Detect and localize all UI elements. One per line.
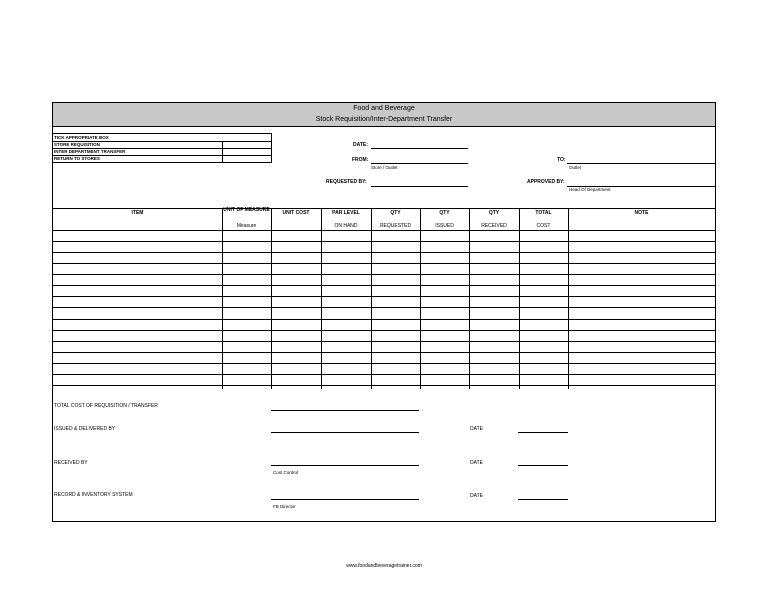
table-row-line — [53, 363, 715, 364]
table-row-line — [53, 341, 715, 342]
table-row-line — [53, 296, 715, 297]
form-title: Food and Beverage — [353, 105, 415, 112]
table-row-line — [53, 319, 715, 320]
items-table — [53, 208, 715, 389]
issued-date-field[interactable] — [518, 432, 568, 433]
col-qty-requested: QTY — [390, 210, 401, 216]
issued-delivered-field[interactable] — [271, 432, 419, 433]
col-total-cost: TOTAL — [535, 210, 552, 216]
form-subtitle: Stock Requisition/Inter-Department Transfer — [315, 116, 453, 123]
table-row-line — [53, 385, 715, 386]
option-inter-department-transfer: INTER DEPARTMENT TRANSFER — [54, 149, 126, 154]
to-label: TO: — [557, 157, 566, 163]
col-par-level: PAR LEVEL — [332, 210, 360, 216]
col-unit-cost: UNIT COST — [282, 210, 310, 216]
option-store-requisition: STORE REQUISITION — [54, 142, 100, 147]
col-qty-issued: QTY — [439, 210, 450, 216]
received-by-label: RECEIVED BY — [54, 460, 88, 466]
table-row-line — [53, 263, 715, 264]
tick-box-title: TICK APPROPRIATE BOX — [54, 135, 109, 140]
table-row-line — [53, 374, 715, 375]
from-label: FROM: — [352, 157, 369, 163]
received-date-label: DATE — [470, 460, 483, 466]
cost-control-label: Cost Control — [273, 470, 299, 475]
table-row-line — [53, 352, 715, 353]
from-field[interactable] — [371, 163, 468, 164]
date-field[interactable] — [371, 148, 468, 149]
from-sublabel: Store / Outlet — [371, 165, 398, 170]
checkbox-return-to-stores[interactable] — [223, 155, 271, 163]
col-par-level-sub: ON HAND — [334, 223, 358, 229]
col-note: NOTE — [634, 210, 649, 216]
col-qty-received: QTY — [488, 210, 500, 216]
table-row-line — [53, 285, 715, 286]
table-row-line — [53, 252, 715, 253]
to-field[interactable] — [567, 163, 715, 164]
tick-box-table — [53, 133, 272, 163]
approved-by-sublabel: Head Of Department — [569, 187, 611, 192]
col-qty-received-sub: RECEIVED — [481, 223, 507, 229]
table-row-line — [53, 230, 715, 231]
col-qty-requested-sub: REQUESTED — [379, 223, 412, 229]
col-qty-issued-sub: ISSUED — [435, 223, 454, 229]
col-unit-of-measure: UNIT OF MEASURE — [223, 207, 270, 213]
checkbox-inter-department-transfer[interactable] — [223, 148, 271, 155]
record-inventory-label: RECORD & INVENTORY SYSTEM — [54, 492, 133, 498]
col-unit-of-measure-sub: Measure — [236, 223, 257, 229]
form-header — [53, 103, 715, 127]
issued-delivered-label: ISSUED & DELIVERED BY — [54, 426, 116, 432]
approved-by-label: APPROVED BY: — [527, 179, 565, 185]
received-date-field[interactable] — [518, 465, 568, 466]
requisition-form — [52, 102, 716, 522]
table-row-line — [53, 307, 715, 308]
record-inventory-field[interactable] — [271, 499, 419, 500]
total-cost-field[interactable] — [271, 410, 419, 411]
table-row-line — [53, 241, 715, 242]
record-date-field[interactable] — [518, 499, 568, 500]
date-label: DATE: — [353, 142, 368, 148]
requested-by-label: REQUESTED BY: — [326, 179, 367, 185]
col-total-cost-sub: COST — [536, 223, 551, 229]
record-date-label: DATE — [470, 493, 483, 499]
footer-url: www.foodandbeveragetrainer.com — [346, 563, 422, 569]
checkbox-store-requisition[interactable] — [223, 141, 271, 148]
col-item: ITEM — [131, 210, 144, 216]
issued-date-label: DATE — [470, 426, 483, 432]
fb-director-label: FB Director — [273, 504, 296, 509]
received-by-field[interactable] — [271, 465, 419, 466]
table-row-line — [53, 330, 715, 331]
total-cost-label: TOTAL COST OF REQUISITION / TRANSFER — [54, 403, 158, 409]
to-sublabel: Outlet — [569, 165, 582, 170]
table-row-line — [53, 274, 715, 275]
option-return-to-stores: RETURN TO STORES — [54, 156, 100, 161]
requested-by-field[interactable] — [371, 186, 468, 187]
